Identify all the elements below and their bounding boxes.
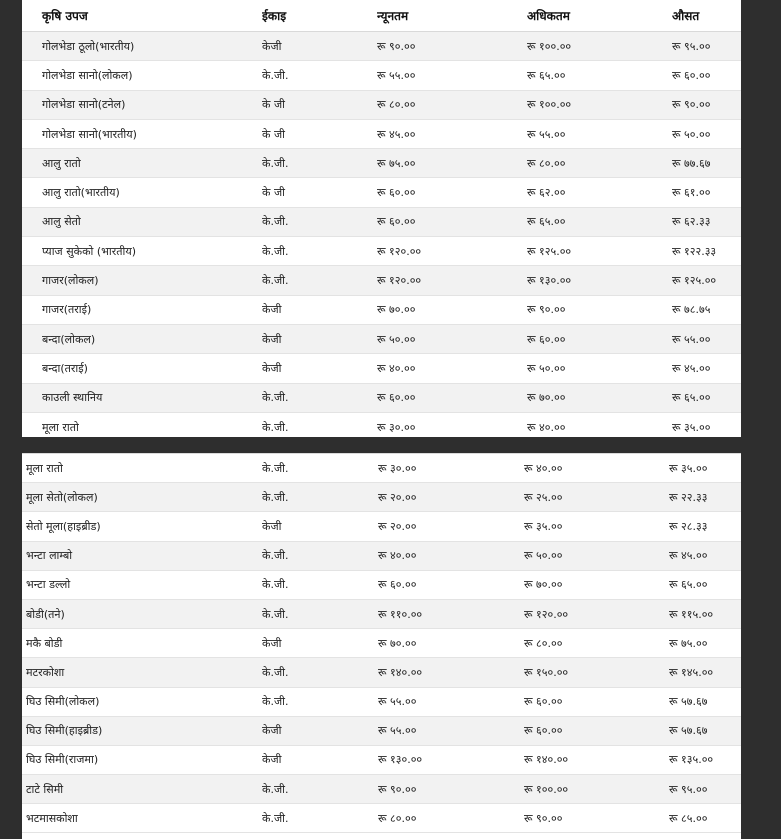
cell-unit: केजी (262, 354, 377, 383)
table-row (22, 295, 741, 324)
table-row (22, 454, 741, 483)
cell-average: रू ६५.०० (672, 383, 741, 412)
cell-average: रू ५५.०० (672, 324, 741, 353)
cell-average: रू २२.३३ (669, 483, 741, 512)
cell-minimum: रू ३०.०० (377, 412, 527, 437)
cell-produce: मूला रातो (22, 412, 262, 437)
cell-minimum: रू ९०.०० (377, 32, 527, 61)
cell-minimum: रू ५५.०० (378, 687, 524, 716)
cell-unit: के जी (262, 119, 377, 148)
cell-average: रू १४५.०० (669, 658, 741, 687)
cell-produce: बोडी(तने) (22, 599, 262, 628)
cell-maximum: रू १००.०० (524, 775, 669, 804)
header-average: औसत (672, 0, 741, 32)
cell-average: रू ६१.०० (672, 178, 741, 207)
table-row (22, 149, 741, 178)
cell-maximum: रू ७०.०० (524, 570, 669, 599)
cell-unit: के.जी. (262, 266, 377, 295)
cell-average: रू ७७.६७ (672, 149, 741, 178)
cell-unit: के.जी. (262, 149, 377, 178)
cell-average: रू ३५.०० (669, 454, 741, 483)
table-row (22, 178, 741, 207)
header-minimum: न्यूनतम (377, 0, 527, 32)
cell-produce: गोलभेडा सानो(लोकल) (22, 61, 262, 90)
cell-average: रू ६२.३३ (672, 207, 741, 236)
cell-produce: मूला सेतो(लोकल) (22, 483, 262, 512)
cell-produce: काउली स्थानिय (22, 383, 262, 412)
cell-produce: मकै बोडी (22, 629, 262, 658)
table-row (22, 775, 741, 804)
table-row (22, 483, 741, 512)
table-row (22, 541, 741, 570)
cell-produce: गोलभेडा सानो(टनेल) (22, 90, 262, 119)
cell-minimum: रू ६०.०० (377, 178, 527, 207)
cell-maximum: रू ६२.०० (527, 178, 672, 207)
table-row (22, 237, 741, 266)
cell-average: रू ९५.०० (669, 775, 741, 804)
cell-average: रू ५७.६७ (669, 716, 741, 745)
table-row (22, 119, 741, 148)
cell-produce: टाटे सिमी (22, 775, 262, 804)
price-table-top-panel (22, 0, 741, 437)
cell-unit: के.जी. (262, 599, 378, 628)
cell-produce: घिउ सिमी(हाइब्रीड) (22, 716, 262, 745)
cell-minimum: रू ८०.०० (378, 804, 524, 833)
cell-maximum: रू ६०.०० (524, 716, 669, 745)
cell-maximum: रू २५.०० (524, 483, 669, 512)
cell-average: रू ७८.७५ (672, 295, 741, 324)
cell-maximum: रू ६०.०० (527, 324, 672, 353)
table-row (22, 354, 741, 383)
table-row (22, 90, 741, 119)
cell-minimum: रू १४०.०० (378, 658, 524, 687)
cell-minimum: रू ६०.०० (377, 207, 527, 236)
cell-maximum: रू १२५.०० (527, 237, 672, 266)
cell-unit: के जी (262, 90, 377, 119)
cell-unit: के.जी. (262, 570, 378, 599)
cell-unit: के.जी. (262, 541, 378, 570)
cell-unit: के.जी. (262, 775, 378, 804)
cell-minimum: रू ५५.०० (378, 716, 524, 745)
cell-minimum: रू ६०.०० (377, 383, 527, 412)
table-row (22, 745, 741, 774)
cell-unit: के जी (262, 178, 377, 207)
cell-average: रू १३५.०० (669, 745, 741, 774)
cell-maximum: रू ५०.०० (527, 354, 672, 383)
cell-produce: मटरकोशा (22, 658, 262, 687)
cell-produce: भटमासकोशा (22, 804, 262, 833)
cell-maximum: रू १५०.०० (524, 658, 669, 687)
table-row (22, 804, 741, 833)
cell-produce: भन्टा लाम्बो (22, 541, 262, 570)
cell-maximum: रू १००.०० (527, 32, 672, 61)
cell-maximum: रू १४०.०० (524, 745, 669, 774)
cell-produce: मूला रातो (22, 454, 262, 483)
cell-unit: केजी (262, 295, 377, 324)
cell-minimum: रू २०.०० (378, 512, 524, 541)
cell-minimum: रू २०.०० (378, 483, 524, 512)
cell-unit: के.जी. (262, 207, 377, 236)
cell-produce: सेतो मूला(हाइब्रीड) (22, 512, 262, 541)
cell-unit: के.जी. (262, 658, 378, 687)
cell-maximum: रू ६५.०० (527, 61, 672, 90)
table-row (22, 61, 741, 90)
table-row (22, 266, 741, 295)
cell-unit: के.जी. (262, 383, 377, 412)
cell-produce: आलु रातो (22, 149, 262, 178)
cell-maximum: रू ८०.०० (527, 149, 672, 178)
table-row (22, 658, 741, 687)
cell-average: रू ७५.०० (669, 629, 741, 658)
cell-unit: केजी (262, 716, 378, 745)
cell-produce: भन्टा डल्लो (22, 570, 262, 599)
cell-minimum: रू १३०.०० (378, 745, 524, 774)
cell-maximum: रू १२०.०० (524, 599, 669, 628)
table-row (22, 629, 741, 658)
cell-produce: घिउ सिमी(राजमा) (22, 745, 262, 774)
cell-minimum: रू ११०.०० (378, 599, 524, 628)
cell-minimum: रू १२०.०० (377, 237, 527, 266)
cell-maximum: रू ५५.०० (527, 119, 672, 148)
cell-produce: गाजर(लोकल) (22, 266, 262, 295)
table-row (22, 687, 741, 716)
cell-unit: केजी (262, 629, 378, 658)
cell-average: रू ५७.६७ (669, 687, 741, 716)
table-row (22, 570, 741, 599)
cell-average: रू ८५.०० (669, 804, 741, 833)
table-row (22, 512, 741, 541)
cell-unit: केजी (262, 32, 377, 61)
table-row (22, 32, 741, 61)
cell-average: रू २८.३३ (669, 512, 741, 541)
cell-produce: घिउ सिमी(लोकल) (22, 687, 262, 716)
cell-minimum: रू ७०.०० (377, 295, 527, 324)
cell-maximum: रू ६५.०० (527, 207, 672, 236)
table-row (22, 207, 741, 236)
cell-unit: के.जी. (262, 483, 378, 512)
cell-average: रू ५०.०० (672, 119, 741, 148)
table-row (22, 324, 741, 353)
cell-maximum: रू १००.०० (527, 90, 672, 119)
cell-unit: के.जी. (262, 412, 377, 437)
cell-unit: के.जी. (262, 61, 377, 90)
cell-unit: के.जी. (262, 237, 377, 266)
cell-maximum: रू ५०.०० (524, 541, 669, 570)
price-table-top (22, 0, 741, 437)
cell-minimum: रू ७०.०० (378, 629, 524, 658)
table-row (22, 716, 741, 745)
cell-produce: बन्दा(तराई) (22, 354, 262, 383)
cell-unit: केजी (262, 745, 378, 774)
cell-average: रू ९५.०० (672, 32, 741, 61)
cell-minimum: रू ४०.०० (377, 354, 527, 383)
cell-unit: के.जी. (262, 804, 378, 833)
cell-minimum: रू ३०.०० (378, 454, 524, 483)
cell-produce: गोलभेडा सानो(भारतीय) (22, 119, 262, 148)
cell-maximum: रू ३५.०० (524, 512, 669, 541)
cell-produce: प्याज सुकेको (भारतीय) (22, 237, 262, 266)
cell-maximum: रू १३०.०० (527, 266, 672, 295)
cell-produce: आलु रातो(भारतीय) (22, 178, 262, 207)
cell-produce: गाजर(तराई) (22, 295, 262, 324)
cell-unit: केजी (262, 324, 377, 353)
cell-average: रू ६०.०० (672, 61, 741, 90)
header-produce: कृषि उपज (22, 0, 262, 32)
price-table-bottom-panel (22, 453, 741, 839)
cell-minimum: रू ५०.०० (377, 324, 527, 353)
table-header-row (22, 0, 741, 32)
cell-maximum: रू ८०.०० (524, 629, 669, 658)
cell-minimum: रू १२०.०० (377, 266, 527, 295)
cell-produce: गोलभेडा ठूलो(भारतीय) (22, 32, 262, 61)
cell-average: रू ११५.०० (669, 599, 741, 628)
cell-minimum: रू ५५.०० (377, 61, 527, 90)
cell-maximum: रू ६०.०० (524, 687, 669, 716)
cell-maximum: रू ७०.०० (527, 383, 672, 412)
cell-maximum: रू ९०.०० (527, 295, 672, 324)
cell-minimum: रू ६०.०० (378, 570, 524, 599)
cell-average: रू ९०.०० (672, 90, 741, 119)
cell-maximum: रू ४०.०० (524, 454, 669, 483)
cell-average: रू ६५.०० (669, 570, 741, 599)
cell-maximum: रू ४०.०० (527, 412, 672, 437)
cell-minimum: रू ९०.०० (378, 775, 524, 804)
table-row (22, 383, 741, 412)
cell-produce: बन्दा(लोकल) (22, 324, 262, 353)
cell-minimum: रू ४०.०० (378, 541, 524, 570)
cell-average: रू ३५.०० (672, 412, 741, 437)
cell-maximum: रू ९०.०० (524, 804, 669, 833)
cell-unit: के.जी. (262, 687, 378, 716)
cell-minimum: रू ८०.०० (377, 90, 527, 119)
cell-average: रू १२२.३३ (672, 237, 741, 266)
cell-minimum: रू ४५.०० (377, 119, 527, 148)
cell-average: रू ४५.०० (672, 354, 741, 383)
table-row (22, 412, 741, 437)
header-unit: ईकाइ (262, 0, 377, 32)
table-row (22, 599, 741, 628)
cell-minimum: रू ७५.०० (377, 149, 527, 178)
cell-average: रू ४५.०० (669, 541, 741, 570)
cell-produce: आलु सेतो (22, 207, 262, 236)
cell-unit: के.जी. (262, 454, 378, 483)
cell-unit: केजी (262, 512, 378, 541)
price-table-bottom (22, 453, 741, 833)
header-maximum: अधिकतम (527, 0, 672, 32)
cell-average: रू १२५.०० (672, 266, 741, 295)
